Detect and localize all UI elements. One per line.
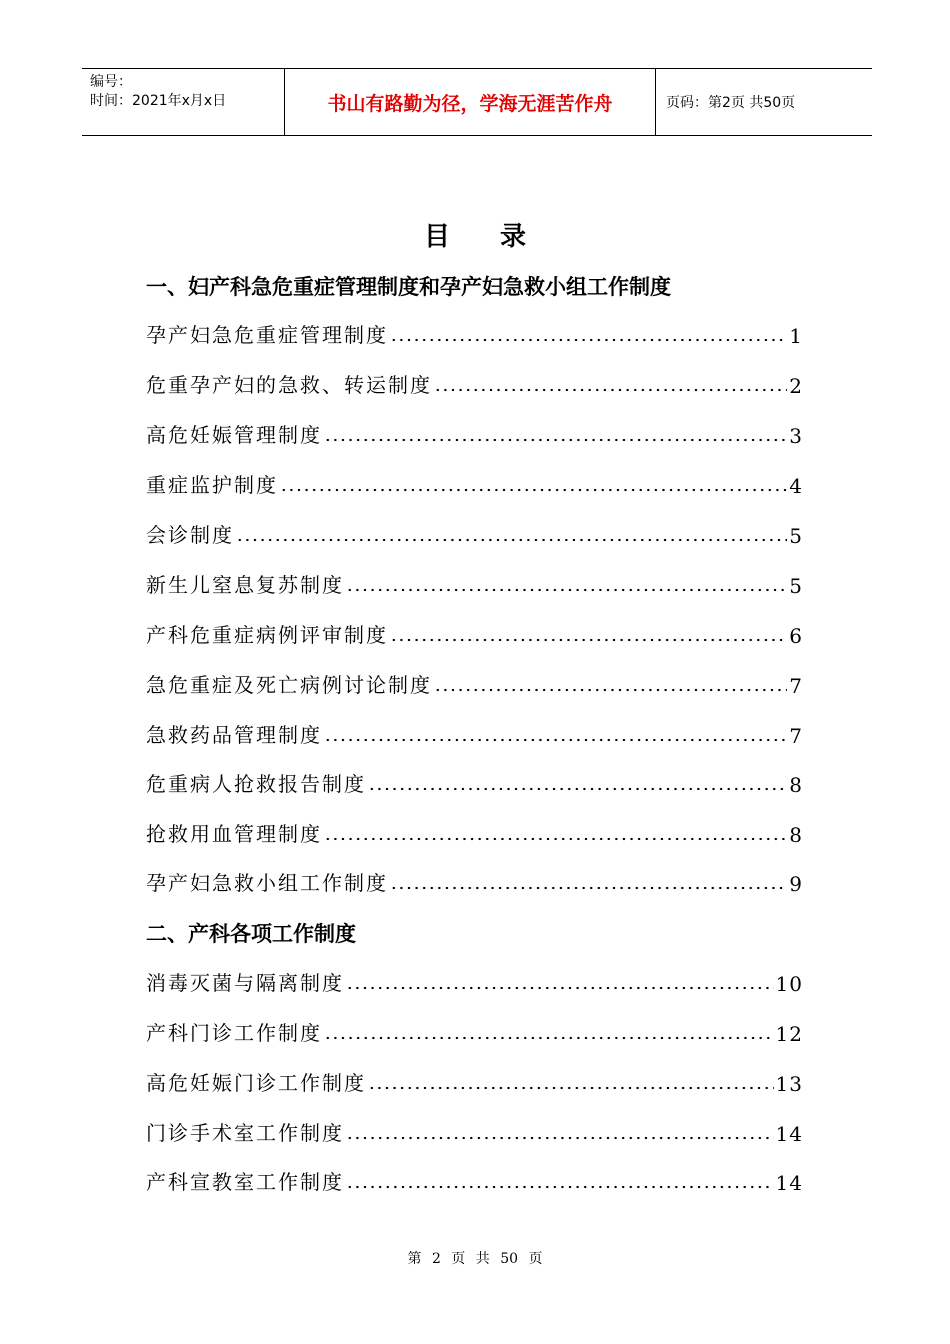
toc-entry[interactable] [146,668,803,698]
toc-entry[interactable] [146,468,803,498]
toc-dot-leader [390,638,787,642]
toc-dot-leader [390,338,787,342]
toc-entry-title: 孕产妇急危重症管理制度 [146,323,388,347]
toc-dot-leader [346,1185,774,1189]
toc-entry-page: 12 [775,1022,803,1046]
toc-entry-page: 7 [789,724,803,748]
toc-dot-leader [324,1036,774,1040]
toc-entry[interactable] [146,866,803,896]
toc-dot-leader [434,388,787,392]
toc-entry-page: 14 [775,1122,803,1146]
header-left-cell [82,69,284,135]
toc-entry-page: 9 [789,872,803,896]
toc-dot-leader [280,488,787,492]
toc-entry-title: 新生儿窒息复苏制度 [146,573,344,597]
toc-entry-title: 高危妊娠管理制度 [146,423,322,447]
toc-entry[interactable] [146,418,803,448]
toc-entry-title: 急救药品管理制度 [146,723,322,747]
toc-dot-leader [346,1136,774,1140]
header-number-label: 编号： [90,74,132,90]
toc-dot-leader [368,1086,774,1090]
toc-entry[interactable] [146,966,803,996]
toc-entry[interactable] [146,817,803,847]
toc-entry-page: 4 [789,474,803,498]
toc-dot-leader [236,538,787,542]
toc-entry-title: 消毒灭菌与隔离制度 [146,971,344,995]
toc-entry-title: 产科门诊工作制度 [146,1021,322,1045]
toc-dot-leader [324,438,787,442]
toc-entry-title: 抢救用血管理制度 [146,822,322,846]
toc-entry[interactable] [146,618,803,648]
header-motto: 书山有路勤为径，学海无涯苦作舟 [284,69,656,135]
toc-entry-title: 高危妊娠门诊工作制度 [146,1071,366,1095]
toc-entry-page: 5 [789,524,803,548]
toc-entry-page: 13 [775,1072,803,1096]
toc-entry-title: 会诊制度 [146,523,234,547]
toc-dot-leader [346,588,787,592]
toc-entry-title: 重症监护制度 [146,473,278,497]
toc-dot-leader [368,787,787,791]
header-time-label: 时间：2021年x月x日 [90,93,227,109]
toc-entry-page: 14 [775,1171,803,1195]
toc-entry[interactable] [146,318,803,348]
toc-entry[interactable] [146,568,803,598]
toc-entry-title: 产科危重症病例评审制度 [146,623,388,647]
toc-entry-page: 2 [789,374,803,398]
toc-entry[interactable] [146,1165,803,1195]
toc-dot-leader [390,886,787,890]
section-heading-2: 二、产科各项工作制度 [146,922,356,946]
toc-entry-title: 孕产妇急救小组工作制度 [146,871,388,895]
toc-entry-title: 危重孕产妇的急救、转运制度 [146,373,432,397]
page-footer: 第 2 页 共 50 页 [407,1251,543,1267]
toc-entry[interactable] [146,1116,803,1146]
toc-entry-title: 门诊手术室工作制度 [146,1121,344,1145]
toc-entry[interactable] [146,518,803,548]
toc-entry-page: 10 [775,972,803,996]
toc-entry-page: 5 [789,574,803,598]
toc-title: 目录 [423,222,576,252]
toc-entry[interactable] [146,1066,803,1096]
toc-dot-leader [434,688,787,692]
toc-entry[interactable] [146,368,803,398]
toc-entry-page: 3 [789,424,803,448]
toc-entry-page: 7 [789,674,803,698]
toc-entry-page: 8 [789,773,803,797]
toc-dot-leader [324,837,787,841]
header-page-label: 页码：第2页 共50页 [666,95,796,111]
toc-entry-page: 8 [789,823,803,847]
toc-entry-title: 急危重症及死亡病例讨论制度 [146,673,432,697]
toc-dot-leader [346,986,774,990]
page-header [82,68,872,136]
toc-entry-page: 1 [789,324,803,348]
toc-entry[interactable] [146,767,803,797]
toc-entry[interactable] [146,1016,803,1046]
toc-entry-title: 危重病人抢救报告制度 [146,772,366,796]
section-heading-1: 一、妇产科急危重症管理制度和孕产妇急救小组工作制度 [146,275,671,299]
toc-dot-leader [324,738,787,742]
toc-entry[interactable] [146,718,803,748]
toc-entry-page: 6 [789,624,803,648]
toc-entry-title: 产科宣教室工作制度 [146,1170,344,1194]
